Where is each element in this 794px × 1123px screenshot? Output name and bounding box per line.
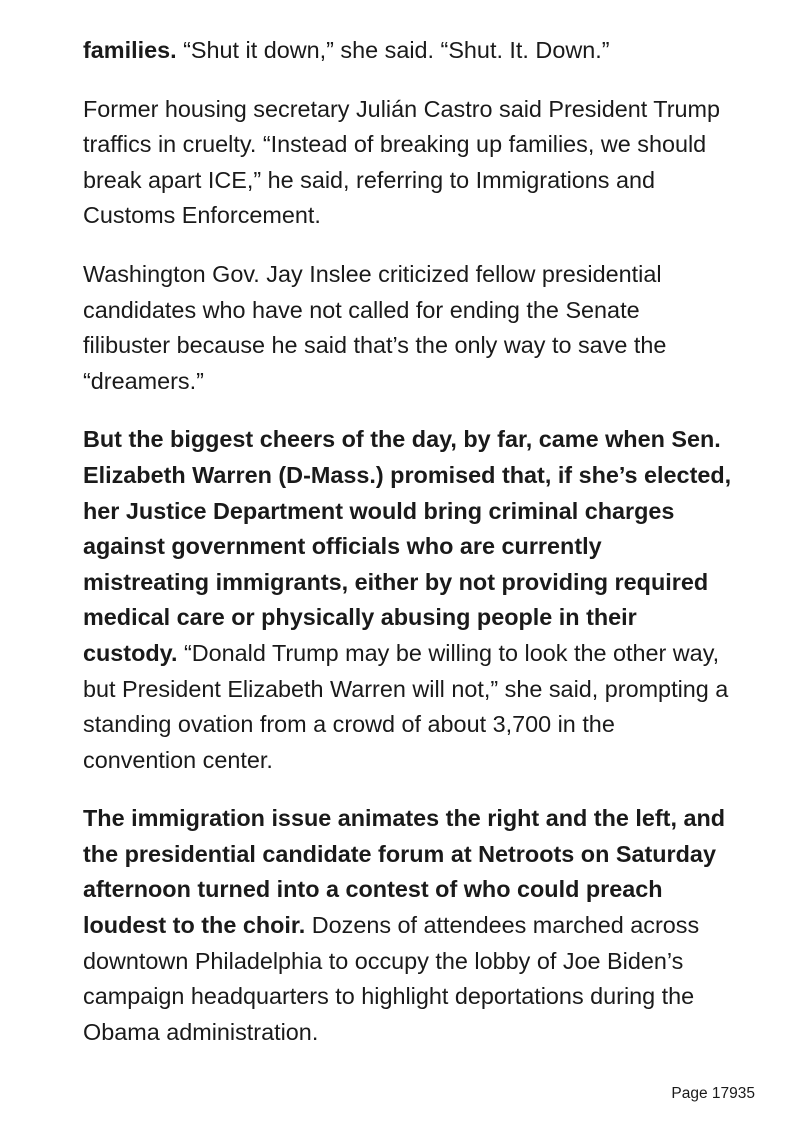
paragraph-bold-lead: families. (83, 37, 177, 63)
paragraph (83, 33, 733, 69)
paragraph-bold-lead: The immigration issue animates the right and the left, and the presidential candidate forum at Netroots on Saturday afternoon turned into a contest of who could preach loudest to the choir. (83, 805, 726, 939)
document-body (83, 33, 733, 1073)
paragraph (83, 801, 733, 1050)
paragraph (83, 257, 733, 399)
paragraph-text: Dozens of attendees marched across downtown Philadelphia to occupy the lobby of Joe Biden’s campaign headquarters to highlight deportations during the Obama administration. (83, 912, 700, 1045)
paragraph-text: “Shut it down,” she said. “Shut. It. Down.” (176, 37, 610, 63)
paragraph-text: “Donald Trump may be willing to look the other way, but President Elizabeth Warren will not,” she said, prompting a standing ovation from a crowd of about 3,700 in the convention center. (83, 639, 729, 773)
paragraph (83, 92, 733, 234)
page-number: Page 17935 (671, 1085, 755, 1102)
paragraph-text: Washington Gov. Jay Inslee criticized fellow presidential candidates who have not called for ending the Senate filibuster because he said that’s the only way to save the “dreamers.” (83, 260, 667, 394)
paragraph (83, 422, 733, 778)
paragraph-bold-lead: But the biggest cheers of the day, by far, came when Sen. Elizabeth Warren (D-Mass.) promised that, if she’s elected, her Justice Department would bring criminal charges against government officials who are currently mistreating immigrants, either by not providing required medical care or physically abusing people in their custody. (83, 426, 732, 666)
paragraph-text: Former housing secretary Julián Castro said President Trump traffics in cruelty. “Instead of breaking up families, we should break apart ICE,” he said, referring to Immigrations and Customs Enforcement. (83, 95, 721, 229)
